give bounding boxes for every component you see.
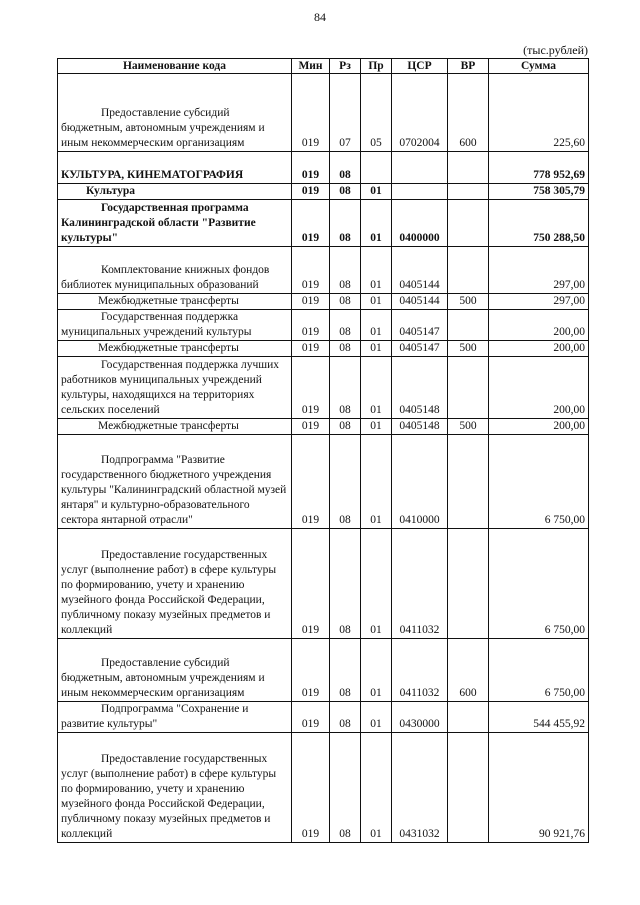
row-min: 019 bbox=[292, 294, 330, 310]
row-pr: 01 bbox=[361, 639, 392, 702]
row-rz: 08 bbox=[330, 294, 361, 310]
row-sum: 750 288,50 bbox=[489, 200, 589, 247]
table-row bbox=[58, 310, 589, 341]
header-rz: Рз bbox=[330, 59, 361, 74]
row-vr: 600 bbox=[448, 74, 489, 152]
row-csr: 0411032 bbox=[392, 639, 448, 702]
row-csr: 0400000 bbox=[392, 200, 448, 247]
row-rz: 08 bbox=[330, 341, 361, 357]
row-sum: 297,00 bbox=[489, 247, 589, 294]
row-min: 019 bbox=[292, 639, 330, 702]
table-row bbox=[58, 435, 589, 529]
header-min: Мин bbox=[292, 59, 330, 74]
row-pr: 01 bbox=[361, 294, 392, 310]
row-rz: 08 bbox=[330, 435, 361, 529]
table-row bbox=[58, 419, 589, 435]
row-sum: 200,00 bbox=[489, 357, 589, 419]
table-row bbox=[58, 74, 589, 152]
row-rz: 08 bbox=[330, 200, 361, 247]
row-rz: 08 bbox=[330, 152, 361, 184]
table-row bbox=[58, 733, 589, 843]
budget-table bbox=[57, 58, 589, 843]
row-sum: 758 305,79 bbox=[489, 184, 589, 200]
row-min: 019 bbox=[292, 341, 330, 357]
row-rz: 08 bbox=[330, 357, 361, 419]
row-sum: 778 952,69 bbox=[489, 152, 589, 184]
row-pr: 01 bbox=[361, 357, 392, 419]
row-rz: 08 bbox=[330, 702, 361, 733]
row-csr: 0405144 bbox=[392, 294, 448, 310]
table-row bbox=[58, 702, 589, 733]
row-name: Подпрограмма "Сохранение и развитие культуры" bbox=[58, 702, 292, 733]
row-pr: 01 bbox=[361, 733, 392, 843]
row-name: Предоставление субсидий бюджетным, автономным учреждениям и иным некоммерческим организациям bbox=[58, 74, 292, 152]
header-vr: ВР bbox=[448, 59, 489, 74]
row-csr: 0405148 bbox=[392, 357, 448, 419]
row-vr: 500 bbox=[448, 419, 489, 435]
row-vr bbox=[448, 247, 489, 294]
row-sum: 225,60 bbox=[489, 74, 589, 152]
table-row bbox=[58, 294, 589, 310]
row-name: Предоставление субсидий бюджетным, автономным учреждениям и иным некоммерческим организациям bbox=[58, 639, 292, 702]
row-pr: 01 bbox=[361, 247, 392, 294]
table-header-row bbox=[58, 59, 589, 74]
row-rz: 08 bbox=[330, 247, 361, 294]
table-row bbox=[58, 184, 589, 200]
row-pr: 01 bbox=[361, 702, 392, 733]
row-vr: 600 bbox=[448, 639, 489, 702]
row-csr: 0405147 bbox=[392, 310, 448, 341]
row-sum: 200,00 bbox=[489, 341, 589, 357]
row-rz: 07 bbox=[330, 74, 361, 152]
row-rz: 08 bbox=[330, 733, 361, 843]
row-pr bbox=[361, 152, 392, 184]
row-vr bbox=[448, 152, 489, 184]
row-csr: 0431032 bbox=[392, 733, 448, 843]
row-vr bbox=[448, 184, 489, 200]
row-min: 019 bbox=[292, 247, 330, 294]
row-sum: 6 750,00 bbox=[489, 529, 589, 639]
row-sum: 297,00 bbox=[489, 294, 589, 310]
row-pr: 05 bbox=[361, 74, 392, 152]
row-sum: 90 921,76 bbox=[489, 733, 589, 843]
row-pr: 01 bbox=[361, 341, 392, 357]
row-sum: 200,00 bbox=[489, 310, 589, 341]
row-min: 019 bbox=[292, 152, 330, 184]
row-pr: 01 bbox=[361, 310, 392, 341]
row-vr bbox=[448, 733, 489, 843]
row-pr: 01 bbox=[361, 435, 392, 529]
table-row bbox=[58, 152, 589, 184]
row-name: Межбюджетные трансферты bbox=[58, 294, 292, 310]
header-sum: Сумма bbox=[489, 59, 589, 74]
row-csr: 0411032 bbox=[392, 529, 448, 639]
row-rz: 08 bbox=[330, 419, 361, 435]
row-sum: 6 750,00 bbox=[489, 639, 589, 702]
row-sum: 6 750,00 bbox=[489, 435, 589, 529]
row-name: Межбюджетные трансферты bbox=[58, 419, 292, 435]
row-csr: 0405148 bbox=[392, 419, 448, 435]
row-pr: 01 bbox=[361, 200, 392, 247]
row-csr: 0410000 bbox=[392, 435, 448, 529]
row-min: 019 bbox=[292, 74, 330, 152]
row-min: 019 bbox=[292, 435, 330, 529]
row-name: Государственная поддержка лучших работников муниципальных учреждений культуры, находящихся на территориях сельских поселений bbox=[58, 357, 292, 419]
row-csr: 0405147 bbox=[392, 341, 448, 357]
table-row bbox=[58, 357, 589, 419]
header-pr: Пр bbox=[361, 59, 392, 74]
row-min: 019 bbox=[292, 200, 330, 247]
row-csr: 0430000 bbox=[392, 702, 448, 733]
table-row bbox=[58, 529, 589, 639]
row-vr bbox=[448, 702, 489, 733]
row-name: Предоставление государственных услуг (выполнение работ) в сфере культуры по формированию, учету и хранению музейного фонда Российской Федерации, публичному показу музейных предметов и коллекций bbox=[58, 733, 292, 843]
row-csr bbox=[392, 184, 448, 200]
row-name: Культура bbox=[58, 184, 292, 200]
row-name: Государственная программа Калининградской области "Развитие культуры" bbox=[58, 200, 292, 247]
row-pr: 01 bbox=[361, 184, 392, 200]
row-rz: 08 bbox=[330, 310, 361, 341]
row-rz: 08 bbox=[330, 529, 361, 639]
table-row bbox=[58, 341, 589, 357]
row-vr bbox=[448, 357, 489, 419]
row-csr: 0702004 bbox=[392, 74, 448, 152]
header-name: Наименование кода bbox=[58, 59, 292, 74]
row-name: Межбюджетные трансферты bbox=[58, 341, 292, 357]
row-vr bbox=[448, 310, 489, 341]
row-rz: 08 bbox=[330, 184, 361, 200]
row-vr bbox=[448, 529, 489, 639]
row-min: 019 bbox=[292, 529, 330, 639]
row-vr bbox=[448, 200, 489, 247]
table-row bbox=[58, 247, 589, 294]
row-vr: 500 bbox=[448, 294, 489, 310]
row-min: 019 bbox=[292, 419, 330, 435]
row-name: КУЛЬТУРА, КИНЕМАТОГРАФИЯ bbox=[58, 152, 292, 184]
row-rz: 08 bbox=[330, 639, 361, 702]
row-min: 019 bbox=[292, 733, 330, 843]
row-min: 019 bbox=[292, 310, 330, 341]
row-sum: 200,00 bbox=[489, 419, 589, 435]
row-csr: 0405144 bbox=[392, 247, 448, 294]
table-row bbox=[58, 200, 589, 247]
row-min: 019 bbox=[292, 184, 330, 200]
row-name: Государственная поддержка муниципальных учреждений культуры bbox=[58, 310, 292, 341]
row-min: 019 bbox=[292, 702, 330, 733]
units-label: (тыс.рублей) bbox=[523, 43, 588, 57]
header-csr: ЦСР bbox=[392, 59, 448, 74]
table-row bbox=[58, 639, 589, 702]
row-name: Подпрограмма "Развитие государственного бюджетного учреждения культуры "Калининградский областной музей янтаря" и культурно-образовательного сектора янтарной отрасли" bbox=[58, 435, 292, 529]
row-pr: 01 bbox=[361, 419, 392, 435]
row-name: Предоставление государственных услуг (выполнение работ) в сфере культуры по формированию, учету и хранению музейного фонда Российской Федерации, публичному показу музейных предметов и коллекций bbox=[58, 529, 292, 639]
row-pr: 01 bbox=[361, 529, 392, 639]
row-sum: 544 455,92 bbox=[489, 702, 589, 733]
row-min: 019 bbox=[292, 357, 330, 419]
row-name: Комплектование книжных фондов библиотек муниципальных образований bbox=[58, 247, 292, 294]
row-csr bbox=[392, 152, 448, 184]
page-number: 84 bbox=[314, 10, 326, 24]
row-vr: 500 bbox=[448, 341, 489, 357]
row-vr bbox=[448, 435, 489, 529]
